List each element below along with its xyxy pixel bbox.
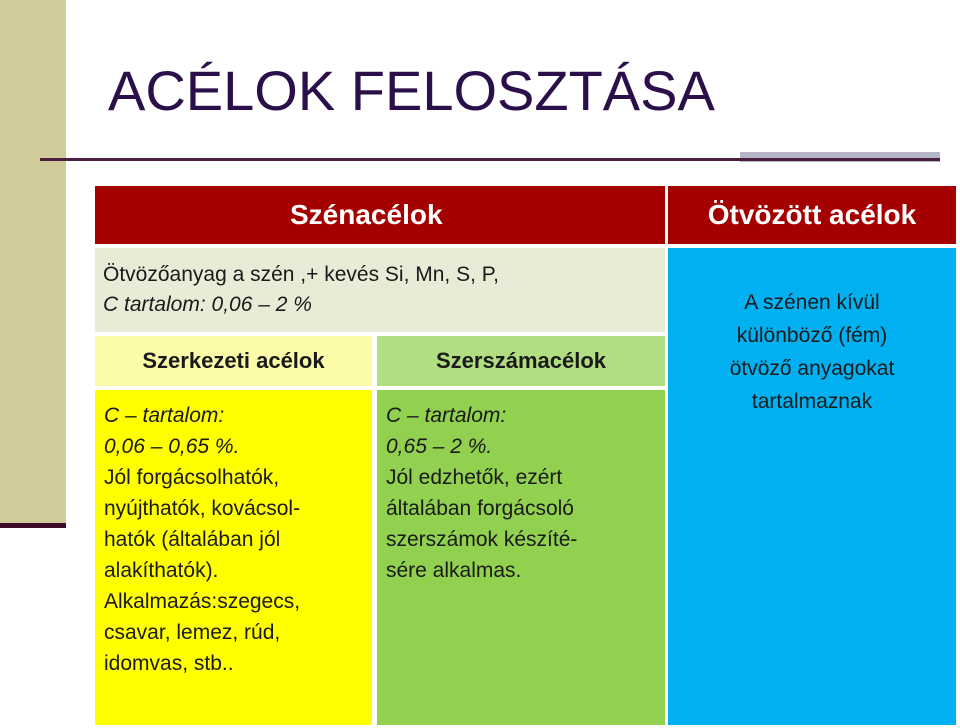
alloy-composition-text: Ötvözőanyag a szén ,+ kevés Si, Mn, S, P, [103, 263, 499, 286]
szerkezeti-line: nyújthatók, kovácsol- [104, 497, 301, 520]
otvozott-line: különböző (fém) [736, 324, 888, 347]
szerkezeti-line: C – tartalom: [104, 404, 225, 427]
szerszam-line: 0,65 – 2 %. [386, 435, 493, 458]
otvozott-line: tartalmaznak [751, 390, 873, 413]
title-underline [40, 158, 940, 161]
szerkezeti-line: 0,06 – 0,65 %. [104, 435, 240, 458]
carbon-content-range: C tartalom: 0,06 – 2 % [103, 293, 312, 316]
otvozott-line: A szénen kívül [744, 291, 880, 314]
left-decor-band [0, 0, 66, 523]
otvozott-description [668, 248, 956, 725]
szerszam-line: általában forgácsoló [386, 497, 574, 520]
left-decor-band-edge [0, 523, 66, 528]
szerszam-line: szerszámok készíté- [386, 528, 578, 551]
szerkezeti-line: csavar, lemez, rúd, [104, 621, 281, 644]
szerszam-line: C – tartalom: [386, 404, 507, 427]
alloy-composition-row [95, 248, 665, 332]
szerszam-line: sére alkalmas. [386, 559, 522, 582]
szerkezeti-line: Jól forgácsolhatók, [104, 466, 280, 489]
slide-title: ACÉLOK FELOSZTÁSA [108, 59, 715, 122]
szerszam-line: Jól edzhetők, ezért [386, 466, 563, 489]
szerkezeti-line: hatók (általában jól [104, 528, 281, 551]
szerszam-description [377, 390, 665, 725]
szerkezeti-line: Alkalmazás:szegecs, [104, 590, 301, 613]
header-szerkezeti-acelok: Szerkezeti acélok [95, 336, 372, 386]
szerkezeti-description [95, 390, 372, 725]
header-szenacelok: Szénacélok [95, 186, 665, 244]
header-otvozott-acelok: Ötvözött acélok [668, 186, 956, 244]
szerkezeti-line: alakíthatók). [104, 559, 219, 582]
header-szerszamacelok: Szerszámacélok [377, 336, 665, 386]
szerkezeti-line: idomvas, stb.. [104, 652, 234, 675]
otvozott-line: ötvöző anyagokat [729, 357, 895, 380]
